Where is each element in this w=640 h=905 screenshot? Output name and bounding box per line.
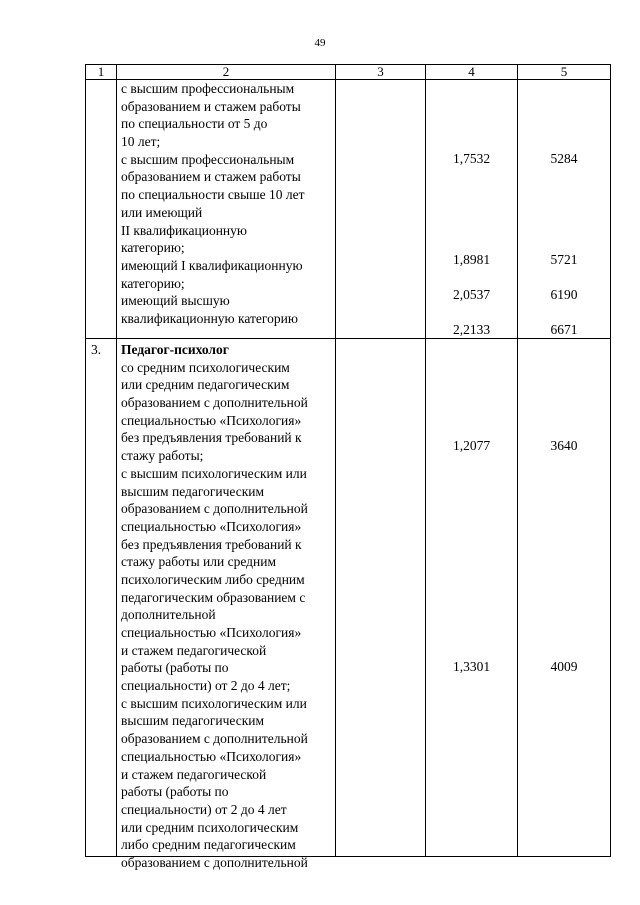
description-line: образованием с дополнительной <box>121 731 308 747</box>
table-row <box>86 80 611 339</box>
header-cell-5: 5 <box>518 65 611 80</box>
description-line: специальностью «Психология» <box>121 518 302 534</box>
salary-value: 5284 <box>550 151 578 166</box>
empty-cell <box>336 339 426 857</box>
table-row <box>86 339 611 857</box>
description-line: дополнительной <box>121 607 216 623</box>
row-number-cell <box>86 80 117 339</box>
description-line: и стажем педагогической <box>121 642 267 658</box>
coefficient-value: 1,3301 <box>452 659 491 674</box>
header-cell-3: 3 <box>336 65 426 80</box>
row-number: 3. <box>91 342 102 357</box>
description-line: с высшим профессиональным <box>121 81 295 96</box>
description-line: с высшим психологическим или <box>121 695 307 711</box>
salary-value: 5721 <box>550 252 578 267</box>
description-line: либо средним педагогическим <box>121 837 296 853</box>
description-line: психологическим либо средним <box>121 571 305 587</box>
description-line: квалификационную категорию <box>121 310 298 326</box>
description-line: стажу работы; <box>121 448 204 464</box>
header-row <box>86 65 611 80</box>
header-cell-1: 1 <box>86 65 117 80</box>
description-line: категорию; <box>121 240 185 256</box>
description-line: без предъявления требований к <box>121 430 302 446</box>
description-line: работы (работы по <box>121 660 229 676</box>
description-line: работы (работы по <box>121 784 229 800</box>
description-line: образованием с дополнительной <box>121 395 308 411</box>
coefficient-cell <box>426 339 518 857</box>
salary-value: 6671 <box>550 322 578 337</box>
description-line: со средним психологическим <box>121 359 290 375</box>
position-description-cell <box>117 80 336 339</box>
description-line: имеющий высшую <box>121 293 230 309</box>
salary-table <box>85 64 611 870</box>
description-line: образованием с дополнительной <box>121 501 308 517</box>
description-line: или средним педагогическим <box>121 377 290 393</box>
description-line: категорию; <box>121 275 185 291</box>
coefficient-value: 2,2133 <box>452 322 491 337</box>
description-lines <box>121 341 308 872</box>
description-line: 10 лет; <box>121 134 161 150</box>
description-body <box>121 359 308 872</box>
description-line: или имеющий <box>121 204 203 220</box>
row-number-cell <box>86 339 117 857</box>
description-line: специальности) от 2 до 4 лет <box>121 801 287 817</box>
header-cell-2: 2 <box>117 65 336 80</box>
coefficient-value: 1,7532 <box>452 151 491 166</box>
description-line: высшим педагогическим <box>121 713 265 729</box>
description-line: с высшим психологическим или <box>121 465 307 481</box>
description-line: по специальности свыше 10 лет <box>121 187 305 203</box>
description-line: высшим педагогическим <box>121 483 265 499</box>
salary-cell <box>518 339 611 857</box>
description-line: и стажем педагогической <box>121 766 267 782</box>
coefficient-value: 1,8981 <box>452 252 491 267</box>
description-line: без предъявления требований к <box>121 536 302 552</box>
description-line: специальностью «Психология» <box>121 748 302 764</box>
salary-value: 6190 <box>550 287 578 302</box>
position-title: Педагог-психолог <box>121 342 229 357</box>
description-line: по специальности от 5 до <box>121 116 268 132</box>
description-line: имеющий I квалификационную <box>121 257 303 273</box>
description-line: II квалификационную <box>121 222 247 238</box>
salary-cell <box>518 80 611 339</box>
coefficient-value: 1,2077 <box>452 438 491 453</box>
description-lines <box>121 80 305 328</box>
description-line: стажу работы или средним <box>121 554 277 570</box>
coefficient-cell <box>426 80 518 339</box>
description-line: образованием с дополнительной <box>121 854 308 870</box>
description-line: специальностью «Психология» <box>121 625 302 640</box>
coefficient-value: 2,0537 <box>452 287 491 302</box>
description-line: специальности) от 2 до 4 лет; <box>121 678 291 694</box>
empty-cell <box>336 80 426 339</box>
description-line: образованием и стажем работы <box>121 169 301 185</box>
description-line: или средним психологическим <box>121 819 299 835</box>
description-line: образованием и стажем работы <box>121 98 301 114</box>
salary-value: 3640 <box>550 438 578 453</box>
description-line: педагогическим образованием с <box>121 589 306 605</box>
page-number: 49 <box>314 37 326 49</box>
salary-value: 4009 <box>550 659 578 674</box>
description-line: специальностью «Психология» <box>121 412 302 428</box>
description-line: с высшим профессиональным <box>121 151 295 167</box>
position-description-cell <box>117 339 336 870</box>
header-cell-4: 4 <box>426 65 518 80</box>
